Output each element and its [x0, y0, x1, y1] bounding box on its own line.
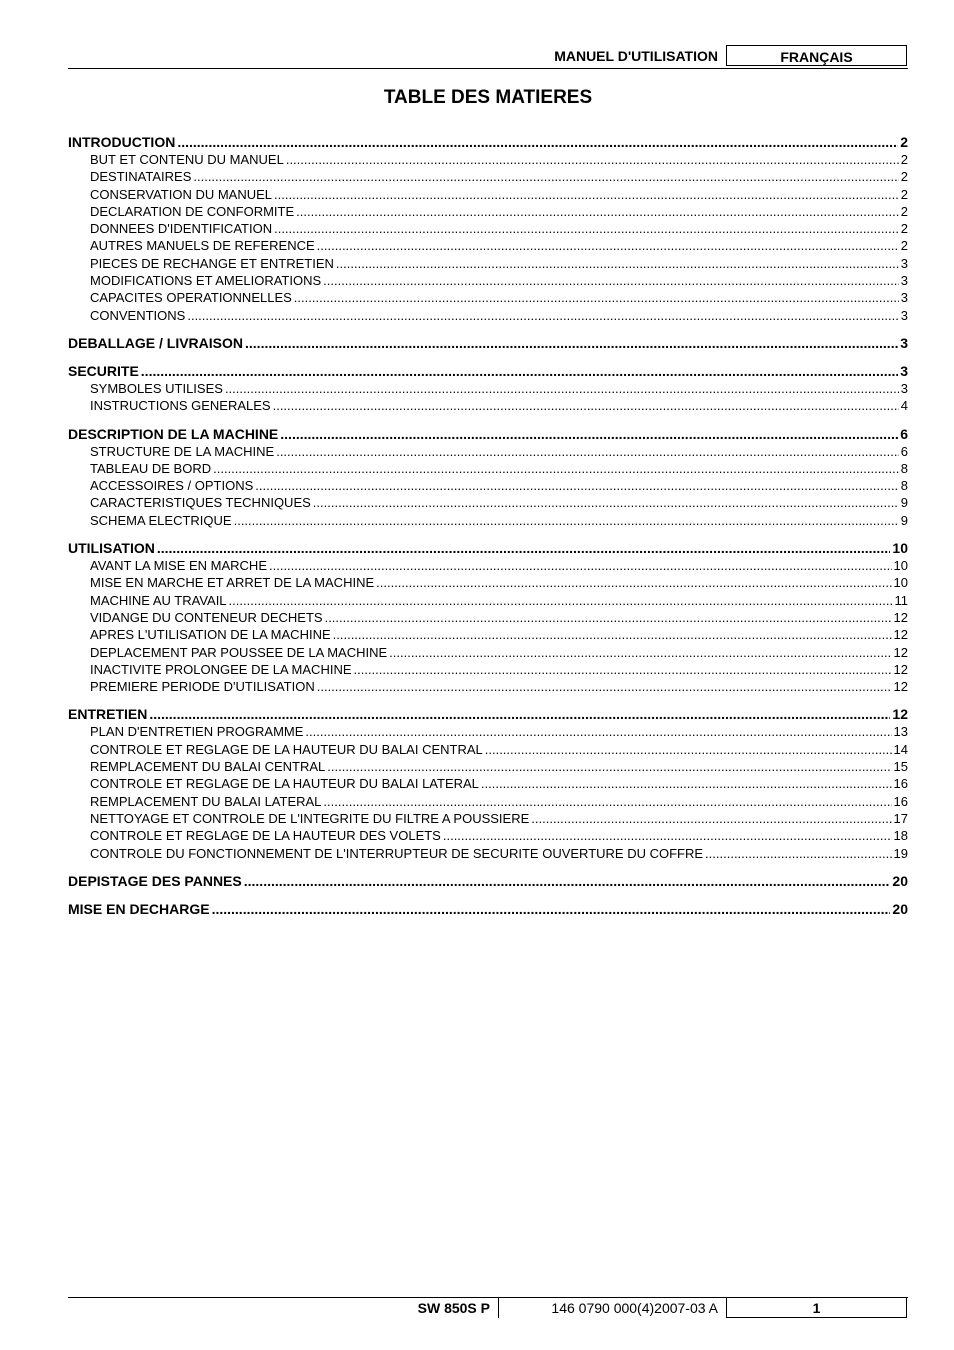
- dot-leader: [149, 705, 890, 723]
- toc-chapter-title: INTRODUCTION: [68, 134, 176, 150]
- toc-entry[interactable]: [68, 203, 908, 220]
- toc-entry-title: CONSERVATION DU MANUEL: [90, 186, 273, 202]
- dot-leader: [229, 592, 893, 609]
- toc-entry-page: 3: [900, 380, 908, 396]
- toc-entry[interactable]: [68, 741, 908, 758]
- toc-entry[interactable]: [68, 626, 908, 643]
- toc-entry[interactable]: [68, 845, 908, 862]
- toc-chapter-title: DEBALLAGE / LIVRAISON: [68, 334, 244, 351]
- toc-section: [68, 900, 908, 918]
- toc-entry[interactable]: [68, 775, 908, 792]
- toc-entry-title: SYMBOLES UTILISES: [90, 380, 223, 396]
- dot-leader: [485, 741, 892, 758]
- toc-entry-title: CONTROLE ET REGLAGE DE LA HAUTEUR DU BALAI CENTRAL: [90, 741, 483, 757]
- toc-entry-title: SCHEMA ELECTRIQUE: [90, 512, 232, 528]
- toc-entry-page: 3: [900, 290, 908, 306]
- toc-entry[interactable]: [68, 609, 908, 626]
- toc-entry[interactable]: [68, 494, 908, 511]
- toc-entry-page: 3: [900, 307, 908, 323]
- toc-chapter-title: ENTRETIEN: [68, 706, 148, 723]
- toc-chapter[interactable]: [68, 705, 908, 723]
- toc-entry[interactable]: [68, 557, 908, 574]
- dot-leader: [286, 151, 899, 168]
- toc-entry[interactable]: [68, 793, 908, 810]
- toc-entry-title: APRES L'UTILISATION DE LA MACHINE: [90, 627, 331, 643]
- dot-leader: [141, 362, 898, 380]
- toc-entry-page: 12: [893, 644, 908, 660]
- toc-entry[interactable]: [68, 443, 908, 460]
- dot-leader: [481, 775, 892, 792]
- toc-entry-title: CONVENTIONS: [90, 307, 186, 323]
- toc-chapter-page: 12: [892, 706, 908, 723]
- toc-chapter-title: MISE EN DECHARGE: [68, 900, 210, 917]
- dot-leader: [333, 626, 892, 643]
- toc-section: [68, 872, 908, 890]
- footer-model: SW 850S P: [417, 1300, 490, 1316]
- toc-entry-title: REMPLACEMENT DU BALAI CENTRAL: [90, 759, 326, 775]
- toc-entry[interactable]: [68, 151, 908, 168]
- dot-leader: [273, 397, 899, 414]
- toc-entry-page: 2: [900, 221, 908, 237]
- toc-chapter[interactable]: [68, 362, 908, 380]
- dot-leader: [443, 827, 892, 844]
- toc-entry-page: 6: [900, 443, 908, 459]
- toc-entry-title: CARACTERISTIQUES TECHNIQUES: [90, 495, 311, 511]
- header-language-label: FRANÇAIS: [726, 45, 907, 66]
- toc-entry-title: DONNEES D'IDENTIFICATION: [90, 221, 273, 237]
- toc-entry[interactable]: [68, 661, 908, 678]
- dot-leader: [244, 872, 891, 890]
- dot-leader: [225, 380, 899, 397]
- dot-leader: [376, 574, 891, 591]
- toc-chapter-page: 20: [892, 872, 908, 889]
- toc-entry-title: NETTOYAGE ET CONTROLE DE L'INTEGRITE DU FILTRE A POUSSIERE: [90, 810, 530, 826]
- toc-entry[interactable]: [68, 810, 908, 827]
- toc-entry-page: 12: [893, 679, 908, 695]
- toc-entry[interactable]: [68, 272, 908, 289]
- toc-entry-page: 12: [893, 661, 908, 677]
- dot-leader: [705, 845, 891, 862]
- toc-entry-page: 10: [893, 558, 908, 574]
- footer-vertical-divider: [498, 1297, 499, 1318]
- toc-entry-page: 12: [893, 627, 908, 643]
- toc-entry-page: 4: [900, 398, 908, 414]
- toc-entry[interactable]: [68, 397, 908, 414]
- toc-entry-page: 2: [900, 238, 908, 254]
- dot-leader: [234, 512, 899, 529]
- toc-entry[interactable]: [68, 758, 908, 775]
- toc-entry-page: 16: [893, 776, 908, 792]
- toc-entry-page: 13: [893, 724, 908, 740]
- toc-entry-page: 2: [900, 152, 908, 167]
- dot-leader: [296, 203, 899, 220]
- toc-chapter[interactable]: [68, 425, 908, 443]
- page-title: TABLE DES MATIERES: [383, 87, 593, 108]
- toc-entry-title: TABLEAU DE BORD: [90, 460, 212, 476]
- footer-doc-code: 146 0790 000(4)2007-03 A: [551, 1300, 718, 1316]
- toc-entry[interactable]: [68, 307, 908, 324]
- toc-entry[interactable]: [68, 644, 908, 661]
- dot-leader: [336, 255, 899, 272]
- toc-section: [68, 705, 908, 861]
- dot-leader: [280, 425, 898, 443]
- toc-entry-title: AVANT LA MISE EN MARCHE: [90, 558, 267, 574]
- toc-entry-page: 2: [900, 203, 908, 219]
- toc-entry-page: 8: [900, 460, 908, 476]
- toc-entry-page: 3: [900, 273, 908, 289]
- toc-chapter[interactable]: [68, 334, 908, 352]
- dot-leader: [317, 237, 899, 254]
- toc-entry-page: 2: [900, 186, 908, 202]
- toc-section: [68, 425, 908, 529]
- toc-entry-title: DESTINATAIRES: [90, 169, 192, 185]
- toc-entry[interactable]: [68, 255, 908, 272]
- toc-chapter-page: 10: [892, 540, 908, 557]
- dot-leader: [157, 539, 891, 557]
- dot-leader: [354, 661, 892, 678]
- toc-entry-page: 8: [900, 478, 908, 494]
- dot-leader: [187, 307, 898, 324]
- toc-entry-page: 18: [893, 828, 908, 844]
- toc-entry[interactable]: [68, 512, 908, 529]
- toc-entry-title: CONTROLE DU FONCTIONNEMENT DE L'INTERRUPTEUR DE SECURITE OUVERTURE DU COFFRE: [90, 845, 704, 861]
- toc-entry[interactable]: [68, 220, 908, 237]
- toc-chapter-title: UTILISATION: [68, 540, 155, 557]
- table-of-contents: [68, 133, 908, 928]
- toc-entry-title: PREMIERE PERIODE D'UTILISATION: [90, 679, 315, 695]
- toc-entry-title: PLAN D'ENTRETIEN PROGRAMME: [90, 724, 304, 740]
- toc-entry-title: STRUCTURE DE LA MACHINE: [90, 443, 275, 459]
- toc-entry[interactable]: [68, 574, 908, 591]
- toc-entry[interactable]: [68, 289, 908, 306]
- dot-leader: [255, 477, 899, 494]
- toc-chapter-page: 6: [900, 425, 908, 442]
- toc-entry-page: 9: [900, 512, 908, 528]
- toc-entry[interactable]: [68, 678, 908, 695]
- dot-leader: [193, 168, 898, 185]
- dot-leader: [274, 220, 899, 237]
- toc-section: [68, 362, 908, 415]
- toc-chapter[interactable]: [68, 133, 908, 151]
- toc-entry-title: VIDANGE DU CONTENEUR DECHETS: [90, 609, 323, 625]
- dot-leader: [245, 334, 898, 352]
- toc-entry-title: CONTROLE ET REGLAGE DE LA HAUTEUR DES VOLETS: [90, 828, 441, 844]
- toc-entry-title: DEPLACEMENT PAR POUSSEE DE LA MACHINE: [90, 644, 388, 660]
- dot-leader: [531, 810, 891, 827]
- toc-entry-page: 12: [893, 609, 908, 625]
- footer-page-number: 1: [726, 1297, 907, 1318]
- dot-leader: [389, 644, 891, 661]
- toc-entry-page: 15: [893, 759, 908, 775]
- toc-entry-page: 10: [893, 575, 908, 591]
- toc-entry-page: 17: [893, 810, 908, 826]
- toc-section: [68, 539, 908, 695]
- toc-entry-title: BUT ET CONTENU DU MANUEL: [90, 152, 284, 167]
- dot-leader: [269, 557, 892, 574]
- toc-entry-title: INSTRUCTIONS GENERALES: [90, 398, 271, 414]
- toc-entry-title: MODIFICATIONS ET AMELIORATIONS: [90, 273, 322, 289]
- header-divider: [68, 68, 908, 69]
- toc-entry-page: 14: [893, 741, 908, 757]
- header-manual-label: MANUEL D'UTILISATION: [554, 48, 718, 64]
- toc-entry[interactable]: [68, 380, 908, 397]
- toc-entry-title: AUTRES MANUELS DE REFERENCE: [90, 238, 315, 254]
- toc-entry-title: DECLARATION DE CONFORMITE: [90, 203, 295, 219]
- toc-chapter-page: 3: [900, 362, 908, 379]
- toc-entry-page: 11: [894, 592, 908, 608]
- toc-entry-title: REMPLACEMENT DU BALAI LATERAL: [90, 793, 322, 809]
- toc-entry[interactable]: [68, 237, 908, 254]
- toc-chapter[interactable]: [68, 872, 908, 890]
- toc-entry-page: 3: [900, 255, 908, 271]
- toc-entry-title: CONTROLE ET REGLAGE DE LA HAUTEUR DU BALAI LATERAL: [90, 776, 479, 792]
- toc-entry-page: 16: [893, 793, 908, 809]
- dot-leader: [323, 272, 899, 289]
- dot-leader: [276, 443, 899, 460]
- toc-section: [68, 334, 908, 352]
- toc-entry[interactable]: [68, 460, 908, 477]
- toc-entry-title: PIECES DE RECHANGE ET ENTRETIEN: [90, 255, 334, 271]
- dot-leader: [177, 133, 898, 151]
- dot-leader: [313, 494, 899, 511]
- toc-entry-page: 2: [900, 169, 908, 185]
- dot-leader: [274, 186, 899, 203]
- toc-entry-title: MISE EN MARCHE ET ARRET DE LA MACHINE: [90, 575, 375, 591]
- toc-chapter[interactable]: [68, 900, 908, 918]
- toc-entry-title: INACTIVITE PROLONGEE DE LA MACHINE: [90, 661, 352, 677]
- toc-chapter-page: 3: [900, 334, 908, 351]
- toc-entry[interactable]: [68, 723, 908, 740]
- dot-leader: [305, 723, 891, 740]
- toc-entry-title: CAPACITES OPERATIONNELLES: [90, 290, 292, 306]
- toc-entry[interactable]: [68, 827, 908, 844]
- dot-leader: [325, 609, 892, 626]
- toc-section: [68, 133, 908, 324]
- dot-leader: [213, 460, 899, 477]
- toc-entry-page: 19: [893, 845, 908, 861]
- toc-chapter-title: DEPISTAGE DES PANNES: [68, 872, 242, 889]
- toc-chapter-title: DESCRIPTION DE LA MACHINE: [68, 425, 279, 442]
- toc-entry[interactable]: [68, 168, 908, 185]
- toc-entry-page: 9: [900, 495, 908, 511]
- toc-entry-title: ACCESSOIRES / OPTIONS: [90, 478, 254, 494]
- dot-leader: [327, 758, 891, 775]
- toc-chapter-page: 2: [900, 134, 908, 150]
- dot-leader: [294, 289, 899, 306]
- dot-leader: [323, 793, 891, 810]
- dot-leader: [317, 678, 892, 695]
- toc-entry-title: MACHINE AU TRAVAIL: [90, 592, 227, 608]
- toc-entry[interactable]: [68, 186, 908, 203]
- toc-entry[interactable]: [68, 592, 908, 609]
- toc-chapter-page: 20: [892, 900, 908, 917]
- dot-leader: [212, 900, 891, 918]
- toc-chapter[interactable]: [68, 539, 908, 557]
- toc-chapter-title: SECURITE: [68, 362, 139, 379]
- toc-entry[interactable]: [68, 477, 908, 494]
